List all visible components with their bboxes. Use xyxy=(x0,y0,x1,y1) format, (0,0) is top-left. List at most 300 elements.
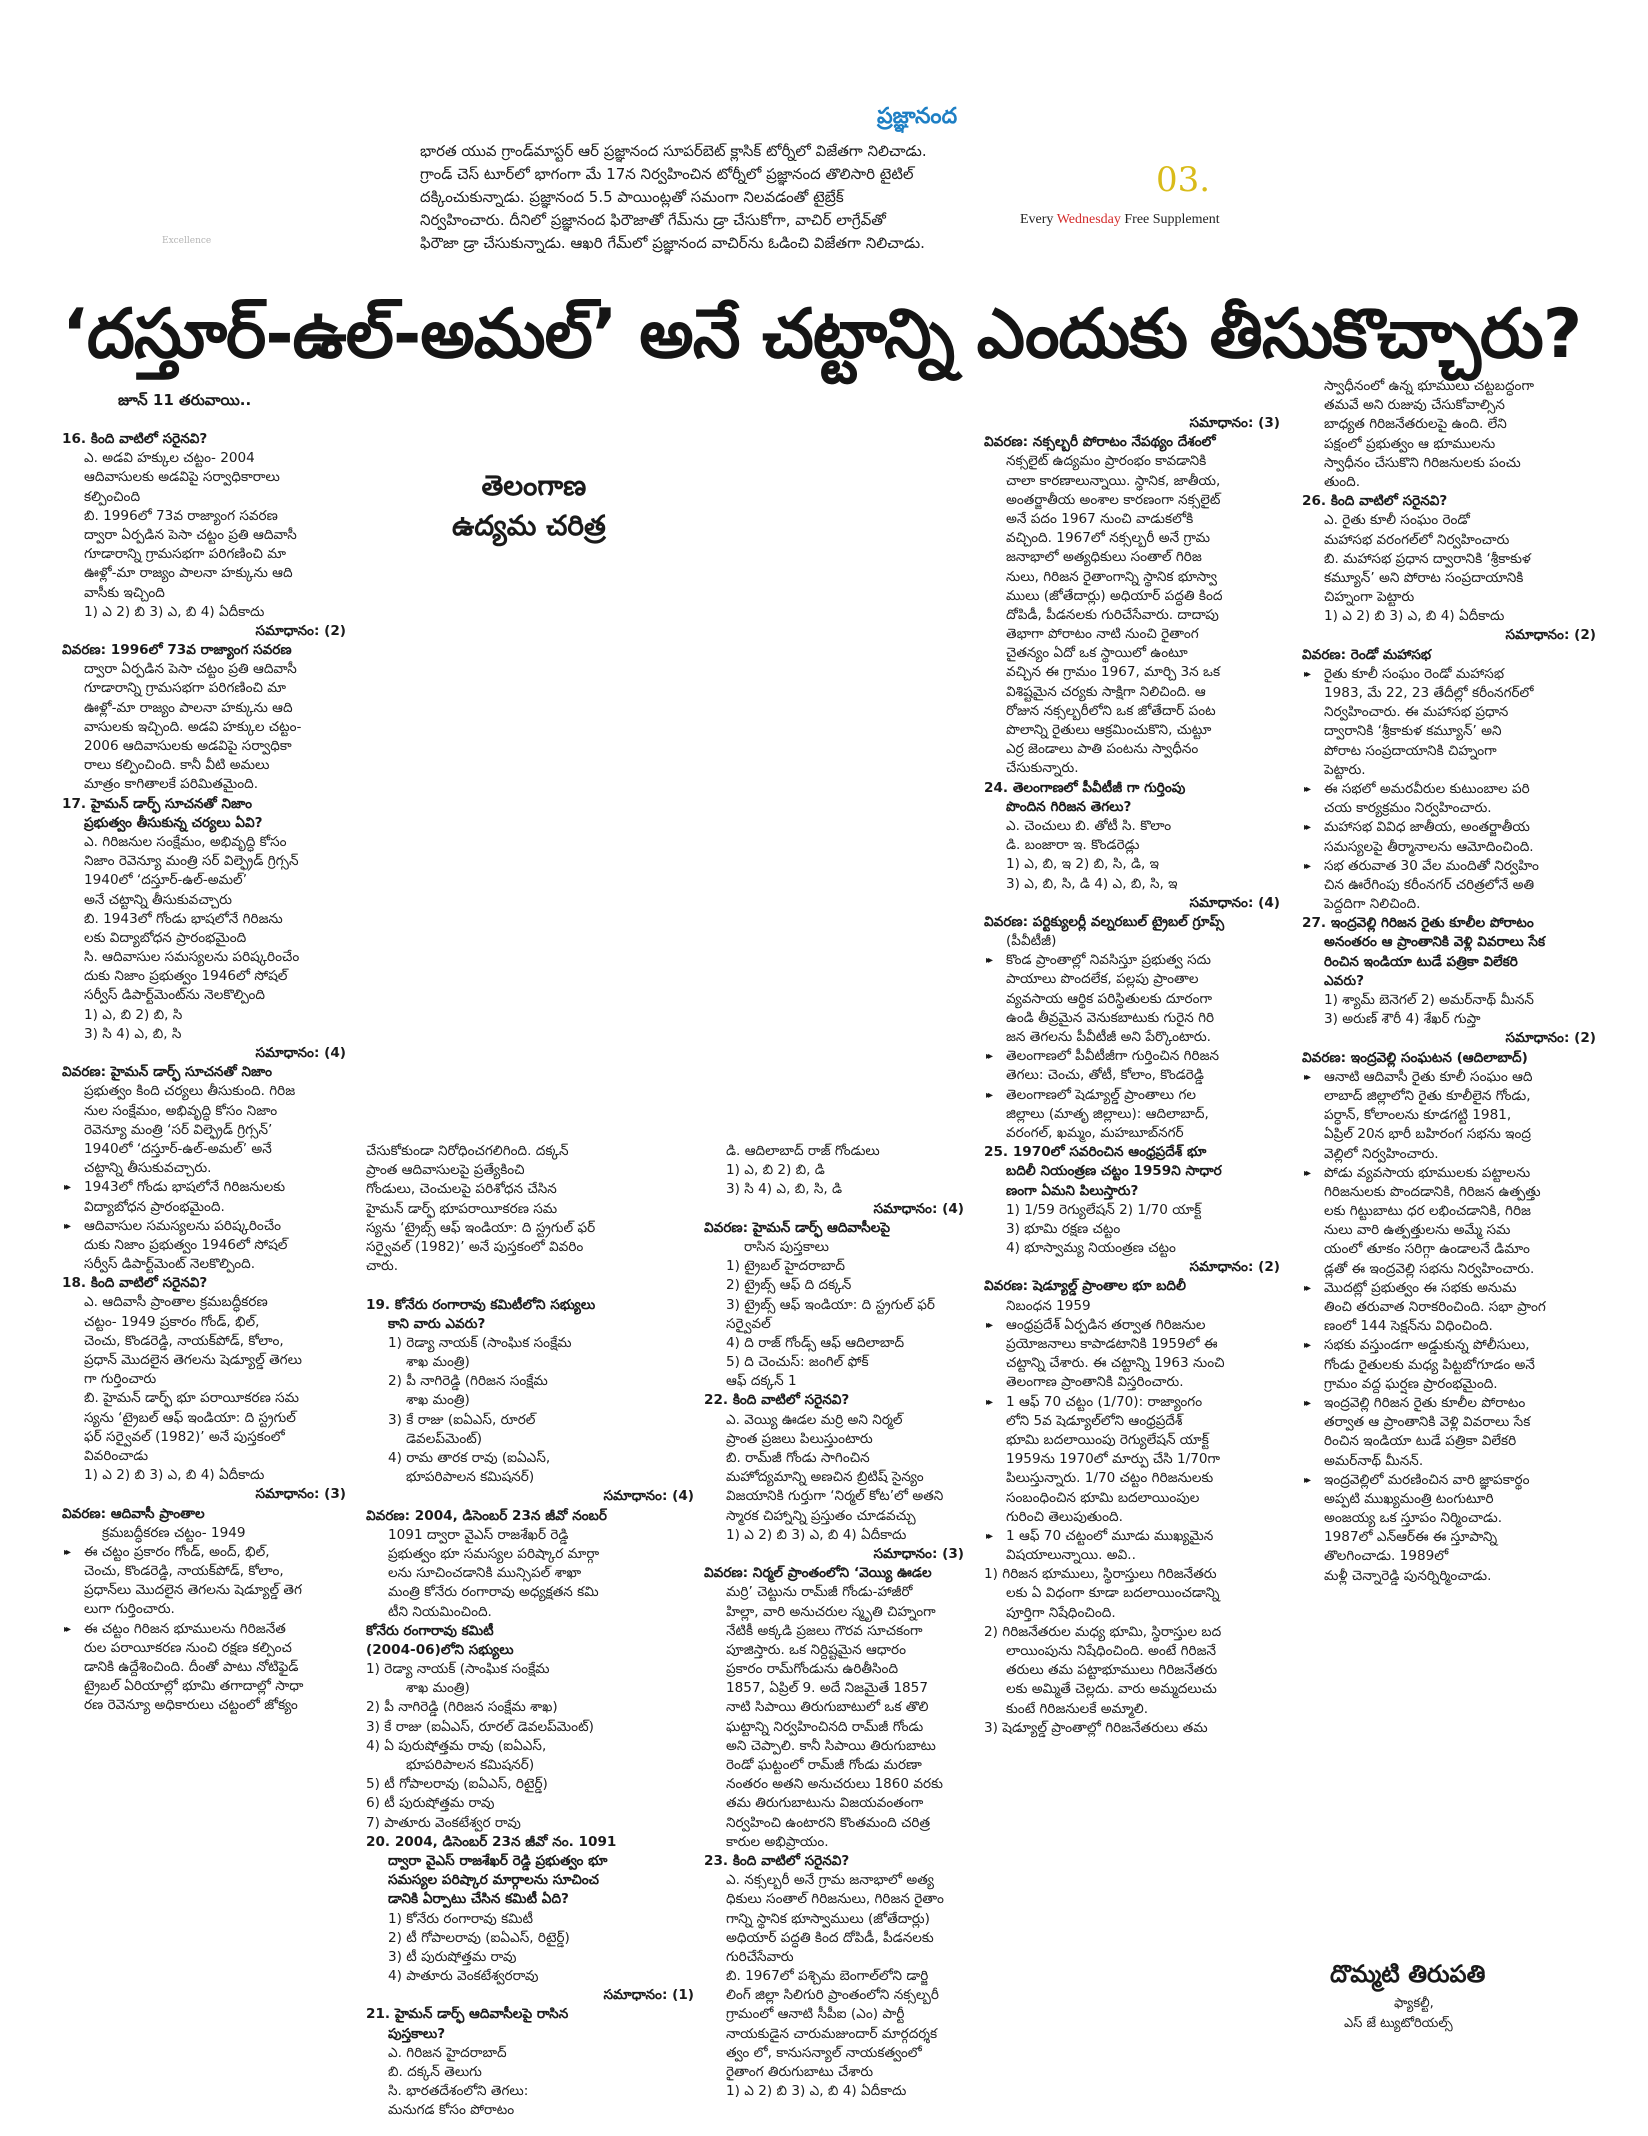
text-line: రైతాంగ తిరుగుబాటు చేశారు xyxy=(726,2064,874,2080)
text-line: రుల పరాయీకరణ నుంచి రక్షణ కల్పించ xyxy=(84,1639,292,1656)
text-line: సమాధానం: (4) xyxy=(603,1488,694,1505)
text-line: అంజయ్య ఒక స్తూపం నిర్మించాడు. xyxy=(1324,1510,1503,1527)
text-line: నక్సలైట్ ఉద్యమం ప్రారంభం కావడానికి xyxy=(1006,453,1207,470)
text-line: లకు విద్యాబోధన ప్రారంభమైంది xyxy=(84,929,247,946)
text-line: 1) ఎ 2) బి 3) ఎ, బి 4) ఏదీకాదు xyxy=(1324,608,1505,625)
text-line: గ్రామం వద్ద ఘర్షణ ప్రారంభమైంది. xyxy=(1324,1375,1498,1392)
text-line: సమాధానం: (3) xyxy=(873,1545,964,1562)
text-line: ధికులు సంతాల్ గిరిజనులు, గిరిజన రైతాం xyxy=(726,1891,944,1908)
text-line: ఎ. గిరిజన హైదరాబాద్ xyxy=(388,2044,507,2061)
text-line: అంతర్జాతీయ అంశాల కారణంగా నక్సలైట్ xyxy=(1006,491,1221,508)
text-line: బి. 1967లో పశ్చిమ బెంగాల్‌లోని డార్జి xyxy=(726,1968,929,1985)
text-line: తెభాగా పోరాటం నాటి నుంచి రైతాంగ xyxy=(1006,626,1199,643)
supplement-post: Free Supplement xyxy=(1120,212,1220,227)
text-line: ప్రధాన్‌లు మొదలైన తెగలను షెడ్యూల్డ్ తెగ xyxy=(84,1582,302,1599)
text-line: పెద్దదిగా నిలిచింది. xyxy=(1324,896,1421,913)
text-line: గురించి తెలుపుతుంది. xyxy=(1006,1508,1123,1525)
text-line: టీని నియమించింది. xyxy=(388,1603,492,1620)
text-line: ▸▸ ఆనాటి ఆదివాసీ రైతు కూలీ సంఘం ఆది xyxy=(1302,1068,1612,1087)
text-line: వివరణ: పర్టిక్యులర్లీ వల్నరబుల్ ట్రైబల్ గ్రూప్స్ xyxy=(984,913,1225,930)
text-line: జిల్లాలు (మాతృ జిల్లాలు): ఆదిలాబాద్, xyxy=(1006,1105,1209,1122)
text-line: త్వం లో, కానుసన్యాల్ నాయకత్వంలో xyxy=(726,2044,922,2061)
text-line: అనే పదం 1967 నుంచి వాడుకలోకి xyxy=(1006,510,1194,527)
text-line: చట్టాన్ని చేశారు. ఈ చట్టాన్ని 1963 నుంచి xyxy=(1006,1355,1225,1372)
text-line: పొందిన గిరిజన తెగలు? xyxy=(1006,798,1132,815)
text-line: కారుల అభిప్రాయం. xyxy=(726,1833,829,1850)
text-line: అధియార్ పద్ధతి కింద దోపిడీ, పీడనలకు xyxy=(726,1929,934,1946)
column-1 xyxy=(62,430,362,1716)
text-line: వాసీకు ఇచ్చింది xyxy=(84,584,165,601)
text-line: పూజిస్తారు. ఒక నిర్దిష్టమైన ఆధారం xyxy=(726,1641,906,1658)
text-line: బదిలీ నియంత్రణ చట్టం 1959ని సాధార xyxy=(1006,1163,1222,1180)
text-line: కల్పించింది xyxy=(84,488,141,505)
text-line: 3) టీ పురుషోత్తమ రావు xyxy=(388,1948,517,1965)
text-line: ▸▸ మహాసభ వివిధ జాతీయ, అంతర్జాతీయ xyxy=(1302,818,1612,837)
text-line: గురిచేసేవారు xyxy=(726,1948,794,1965)
text-line: 1) ఎ 2) బి 3) ఎ, బి 4) ఏదీకాదు xyxy=(726,1526,907,1543)
text-line: ▸▸ సభకు వస్తుండగా అడ్డుకున్న పోలీసులు, xyxy=(1302,1336,1612,1355)
text-line: వివరణ: 2004, డిసెంబర్ 23న జీవో నంబర్ xyxy=(366,1507,607,1524)
supplement-pre: Every xyxy=(1020,212,1057,227)
text-line: అనంతరం ఆ ప్రాంతానికి వెళ్లి వివరాలు సేక xyxy=(1324,934,1546,951)
text-line: చారు. xyxy=(366,1258,399,1275)
text-line: లింగ్ జిల్లా సిలిగురి ప్రాంతంలోని నక్సల్బరీ xyxy=(726,1987,939,2004)
text-line: మంత్రి కోనేరు రంగారావు అధ్యక్షతన కమి xyxy=(388,1584,599,1601)
text-line: 1959ను 1970లో మార్పు చేసి 1/70గా xyxy=(1006,1451,1221,1468)
text-line: ఉండి తీవ్రమైన వెనుకబాటుకు గురైన గిరి xyxy=(1006,1009,1215,1026)
text-line: భూపరిపాలన కమిషనర్) xyxy=(406,1469,535,1486)
text-line: తరులు తమ పట్టాభూములు గిరిజనేతరు xyxy=(1006,1662,1218,1679)
text-line: వెల్లిలో నిర్వహించారు. xyxy=(1324,1145,1439,1162)
text-line: సంబంధించిన భూమి బదలాయింపుల xyxy=(1006,1489,1200,1506)
news-title: ప్రజ్ఞానంద xyxy=(877,104,958,129)
text-line: ప్రాంత ప్రజలు పిలుస్తుంటారు xyxy=(726,1430,873,1447)
text-line: తమవే అని రుజువు చేసుకోవాల్సిన xyxy=(1324,397,1505,414)
topic-line-2: ఉద్యమ చరిత్ర xyxy=(452,509,606,542)
text-line: వివరణ: నక్సల్బరీ పోరాటం నేపథ్యం దేశంలో xyxy=(984,434,1216,451)
text-line: పెట్టారు. xyxy=(1324,761,1366,778)
text-line: వివరణ: ఆదివాసీ ప్రాంతాల xyxy=(62,1505,205,1522)
excellence-mark: Excellence xyxy=(162,236,212,246)
text-line: ఆఫ్ దక్కన్ 1 xyxy=(726,1373,797,1390)
text-line: ▸▸ 1943లో గోండు భాషలోనే గిరిజనులకు xyxy=(62,1178,362,1197)
text-line: 1) ఎ, బి 2) బి, సి xyxy=(84,1006,183,1023)
text-line: ▸▸ 1 ఆఫ్ 70 చట్టంలో మూడు ముఖ్యమైన xyxy=(984,1527,1296,1546)
text-line: 4) రామ తారక రావు (ఐఏఎస్, xyxy=(388,1450,551,1466)
text-line: 3) కే రాజు (ఐఏఎస్, రూరల్ xyxy=(388,1411,536,1428)
text-line: 4) పాతూరు వెంకటేశ్వరరావు xyxy=(388,1968,539,1985)
text-line: 1940లో ‘దస్తూర్-ఉల్-అమల్’ xyxy=(84,872,248,889)
text-line: చాలా కారణాలున్నాయి. స్థానిక, జాతీయ, xyxy=(1006,472,1221,489)
text-line: శాఖ మంత్రి) xyxy=(406,1392,470,1409)
text-line: 1) ఎ 2) బి 3) ఎ, బి 4) ఏదీకాదు xyxy=(84,603,265,620)
text-line: 2) పీ నాగిరెడ్డి (గిరిజన సంక్షేమ xyxy=(388,1373,548,1390)
text-line: పర్ధాన్, కోలాంలను కూడగట్టి 1981, xyxy=(1324,1107,1512,1124)
text-line: తొలగించాడు. 1989లో xyxy=(1324,1548,1449,1565)
news-line: ఫిరౌజా డ్రా చేసుకున్నాడు. ఆఖరి గేమ్‌లో ప్రజ్ఞానంద వాచిర్‌ను ఓడించి విజేతగా నిలిచాడు. xyxy=(420,234,925,252)
text-line: 24. తెలంగాణలో పీవీటీజీ గా గుర్తింపు xyxy=(984,779,1186,796)
text-line: 1) ఎ 2) బి 3) ఎ, బి 4) ఏదీకాదు xyxy=(726,2083,907,2100)
text-line: గ్రామంలో ఆనాటి సీపీఐ (ఎం) పార్టీ xyxy=(726,2006,905,2023)
text-line: లాబాద్ జిల్లాలోని రైతు కూలీలైన గోండు, xyxy=(1324,1087,1531,1104)
text-line: డెవలప్‌మెంట్) xyxy=(406,1430,483,1447)
text-line: జనాభాలో అత్యధికులు సంతాల్ గిరిజ xyxy=(1006,549,1202,566)
text-line: వివరణ: హైమన్ డార్ఫ్ ఆదివాసీలపై xyxy=(704,1219,891,1236)
text-line: హిల్లా, వారి అనుచరుల స్మృతి చిహ్నంగా xyxy=(726,1603,936,1620)
text-line: వివరణ: రెండో మహాసభ xyxy=(1302,646,1432,663)
text-line: ప్రయోజనాలు కాపాడటానికి 1959లో ఈ xyxy=(1006,1336,1218,1352)
text-line: 1983, మే 22, 23 తేదీల్లో కరీంనగర్‌లో xyxy=(1324,685,1534,701)
text-line: వచ్చిన ఈ గ్రామం 1967, మార్చి 3న ఒక xyxy=(1006,664,1221,681)
text-line: వ్యవసాయ ఆర్థిక పరిస్థితులకు దూరంగా xyxy=(1006,990,1213,1007)
page-number: 03. xyxy=(1156,160,1211,200)
text-line: లుగా గుర్తించారు. xyxy=(84,1601,175,1618)
text-line: ▸▸ సభ తరువాత 30 వేల మందితో నిర్వహిం xyxy=(1302,857,1612,876)
text-line: స్మారక చిహ్నాన్ని ప్రస్తుతం చూడవచ్చు xyxy=(726,1507,916,1524)
column-3 xyxy=(704,1142,980,2101)
text-line: 2) ట్రైబ్స్ ఆఫ్ ది దక్కన్ xyxy=(726,1277,852,1294)
text-line: పుస్తకాలు? xyxy=(388,2025,446,2042)
text-line: ▸▸ ఆదివాసుల సమస్యలను పరిష్కరించేం xyxy=(62,1217,362,1236)
news-line: దక్కించుకున్నాడు. ప్రజ్ఞానంద 5.5 పాయింట్లతో సమంగా నిలవడంతో టైబ్రేక్ xyxy=(420,188,844,206)
text-line: గోండులు, చెంచులపై పరిశోధన చేసిన xyxy=(366,1181,557,1198)
text-line: 18. కింది వాటిలో సరైనవి? xyxy=(62,1275,208,1292)
text-line: వరంగల్, ఖమ్మం, మహబూబ్‌నగర్ xyxy=(1006,1124,1184,1141)
text-line: రాసిన పుస్తకాలు xyxy=(744,1238,829,1255)
text-line: సమాధానం: (4) xyxy=(1189,894,1280,911)
text-line: గూడారాన్ని గ్రామసభగా పరిగణించి మా xyxy=(84,680,286,697)
text-line: చైతన్యం ఏదో ఒక స్థాయిలో ఉంటూ xyxy=(1006,645,1188,662)
text-line: సర్వీస్ డిపార్ట్‌మెంట్ నెలకొల్పింది. xyxy=(84,1256,256,1273)
text-line: భూపరిపాలన కమిషనర్) xyxy=(406,1757,535,1773)
text-line: చేసుకున్నారు. xyxy=(1006,760,1079,777)
text-line: లను సూచించడానికి మున్సిపల్ శాఖా xyxy=(388,1565,582,1582)
text-line: సమస్యలపై తీర్మానాలను ఆమోదించింది. xyxy=(1324,838,1534,855)
text-line: ▸▸ ఈ చట్టం ప్రకారం గోండ్, అంద్, భిల్, xyxy=(62,1543,362,1562)
text-line: బి. 1996లో 73వ రాజ్యాంగ సవరణ xyxy=(84,507,278,524)
text-line: 3) సి 4) ఎ, బి, సి xyxy=(84,1025,182,1042)
text-line: లోని 5వ షెడ్యూల్‌లోని ఆంధ్రప్రదేశ్ xyxy=(1006,1412,1183,1429)
text-line: ప్రధాన్ మొదలైన తెగలను షెడ్యూల్డ్ తెగలు xyxy=(84,1352,302,1368)
text-line: మహోద్యమాన్ని అణచిన బ్రిటిష్ సైన్యం xyxy=(726,1469,924,1486)
text-line: 22. కింది వాటిలో సరైనవి? xyxy=(704,1392,850,1409)
text-line: ఎర్ర జెండాలు పాతి పంటను స్వాధీనం xyxy=(1006,741,1199,758)
text-line: 3) ట్రైబ్స్ ఆఫ్ ఇండియా: ది స్ట్రగుల్ ఫర్ xyxy=(726,1296,935,1313)
text-line: గోండు రైతులకు మధ్య పిట్టబోగూడం అనే xyxy=(1324,1356,1535,1373)
text-line: స్యను ‘ట్రైబ్స్ ఆఫ్ ఇండియా: ది స్ట్రగుల్ ఫర్ xyxy=(366,1219,596,1236)
text-line: నిజాం రెవెన్యూ మంత్రి సర్ విల్ఫ్రెడ్ గ్రిగ్సన్ xyxy=(84,853,299,870)
text-line: 1857, ఏప్రిల్ 9. అదే నిజమైతే 1857 xyxy=(726,1680,928,1697)
text-line: వివరణ: షెడ్యూల్డ్ ప్రాంతాల భూ బదిలీ xyxy=(984,1278,1186,1295)
text-line: పక్షంలో ప్రభుత్వం ఆ భూములను xyxy=(1324,435,1496,452)
text-line: పాయాలు పొందలేక, పల్లపు ప్రాంతాల xyxy=(1006,971,1199,988)
text-line: మాత్రం కాగితాలకే పరిమితమైంది. xyxy=(84,776,259,793)
text-line: స్యను ‘ట్రైబల్ ఆఫ్ ఇండియా: ది స్ట్రగుల్ xyxy=(84,1409,296,1426)
column-2 xyxy=(366,1142,710,2121)
text-line: నాటి సిపాయి తిరుగుబాటులో ఒక తొలి xyxy=(726,1699,929,1716)
text-line: 26. కింది వాటిలో సరైనవి? xyxy=(1302,493,1448,510)
text-line: ఎ. రైతు కూలీ సంఘం రెండో xyxy=(1324,512,1470,529)
headline: ‘దస్తూర్-ఉల్-అమల్’ అనే చట్టాన్ని ఎందుకు తీసుకొచ్చారు? xyxy=(62,295,1582,374)
text-line: గిరిజనులకు పొందడానికి, గిరిజన ఉత్పత్తు xyxy=(1324,1183,1541,1200)
text-line: పూర్తిగా నిషేధించింది. xyxy=(1006,1604,1116,1621)
text-line: వివరణ: నిర్మల్ ప్రాంతంలోని ‘వెయ్యి ఊడల xyxy=(704,1565,932,1582)
text-line: సమాధానం: (4) xyxy=(255,1045,346,1061)
text-line: ప్రకారం రామ్‌గోండును ఉరితీసింది xyxy=(726,1661,899,1678)
text-line: దుకు నిజాం ప్రభుత్వం 1946లో సోషల్ xyxy=(84,1236,288,1253)
text-line: జన తెగలను పీవీటీజీ అని పేర్కొంటారు. xyxy=(1006,1029,1211,1045)
text-line: ఫర్ సర్వైవల్ (1982)’ అనే పుస్తకంలో xyxy=(84,1428,285,1445)
text-line: 7) పాతూరు వెంకటేశ్వర రావు xyxy=(366,1814,521,1831)
text-line: లకు అమ్మితే చెల్లదు. వారు అమ్మదలుచు xyxy=(1006,1681,1217,1698)
text-line: సర్వైవల్ (1982)’ అనే పుస్తకంలో వివరిం xyxy=(366,1238,584,1255)
text-line: క్రమబద్ధీకరణ చట్టం- 1949 xyxy=(102,1524,246,1541)
text-line: లకు ఏ విధంగా కూడా బదలాయించడాన్ని xyxy=(1006,1585,1220,1602)
text-line: మర్రి’ చెట్టును రామ్‌జీ గోండు-హాజీరో xyxy=(726,1584,913,1601)
column-4 xyxy=(984,414,1296,1738)
text-line: పిలుస్తున్నారు. 1/70 చట్టం గిరిజనులకు xyxy=(1006,1470,1214,1487)
text-line: రణ రెవెన్యూ అధికారులు చట్టంలో జోక్యం xyxy=(84,1697,298,1714)
text-line: 16. కింది వాటిలో సరైనవి? xyxy=(62,431,208,447)
text-line: యంలో తూకం సరిగ్గా ఉండాలనే డిమాం xyxy=(1324,1241,1530,1258)
text-line: ఊళ్లో-మా రాజ్యం పాలనా హక్కును ఆది xyxy=(84,565,293,582)
text-line: ద్వారా ఏర్పడిన పెసా చట్టం ప్రతి ఆదివాసీ xyxy=(84,526,297,543)
text-line: 19. కోనేరు రంగారావు కమిటీలోని సభ్యులు xyxy=(366,1296,596,1313)
text-line: చట్టం- 1949 ప్రకారం గోండ్, భిల్, xyxy=(84,1313,260,1330)
text-line: మహాసభ వరంగల్‌లో నిర్వహించారు xyxy=(1324,531,1510,548)
text-line: 1) ఎ, బి 2) బి, డి xyxy=(726,1162,825,1179)
text-line: పోరాట సంప్రదాయానికి చిహ్నంగా xyxy=(1324,742,1497,759)
text-line: వచ్చింది. 1967లో నక్సల్బరీ అనే గ్రామ xyxy=(1006,530,1210,547)
text-line: శాఖ మంత్రి) xyxy=(406,1680,470,1697)
text-line: 5) టీ గోపాలరావు (ఐఏఎస్, రిటైర్డ్) xyxy=(366,1776,548,1793)
text-line: రాలు కల్పించింది. కానీ వీటి అమలు xyxy=(84,757,270,774)
text-line: నాయకుడైన చారుమజుందార్ మార్గదర్శక xyxy=(726,2025,938,2042)
text-line: సమాధానం: (2) xyxy=(1189,1259,1280,1276)
text-line: 3) కే రాజు (ఐఏఎస్, రూరల్ డెవలప్‌మెంట్) xyxy=(366,1718,594,1735)
text-line: ఎవరు? xyxy=(1324,972,1364,989)
text-line: ▸▸ ఇంద్రవెల్లి గిరిజన రైతు కూలీల పోరాటం xyxy=(1302,1394,1612,1413)
text-line: ములు (జోతేదార్లు) అధియార్ పద్ధతి కింద xyxy=(1006,587,1223,604)
text-line: ఘట్టాన్ని నిర్వహించినది రామ్‌జీ గోండు xyxy=(726,1718,924,1735)
text-line: వివరించాడు xyxy=(84,1447,149,1464)
text-line: కాని వారు ఎవరు? xyxy=(388,1315,486,1332)
text-line: 20. 2004, డిసెంబర్ 23న జీవో నం. 1091 xyxy=(366,1833,617,1850)
text-line: 4) భూస్వామ్య నియంత్రణ చట్టం xyxy=(1006,1240,1176,1257)
text-line: 1) గిరిజన భూములు, స్థిరాస్తులు గిరిజనేతరు xyxy=(984,1566,1217,1583)
text-line: ఎ. అడవి హక్కుల చట్టం- 2004 xyxy=(84,450,255,467)
text-line: 3) అరుణ్ శౌరీ 4) శేఖర్ గుప్తా xyxy=(1324,1011,1481,1028)
text-line: 2) గిరిజనేతరుల మధ్య భూమి, స్థిరాస్తుల బద xyxy=(984,1623,1222,1640)
text-line: విజయానికి గుర్తుగా ‘నిర్మల్ కోట’లో అతని xyxy=(726,1488,944,1505)
text-line: గా గుర్తించారు xyxy=(84,1371,157,1388)
text-line: ఎ. నక్సల్బరీ అనే గ్రామ జనాభాలో అత్య xyxy=(726,1872,934,1889)
text-line: నిబంధన 1959 xyxy=(1006,1297,1091,1314)
text-line: సమాధానం: (2) xyxy=(1505,627,1596,644)
text-line: డానికి ఉద్దేశించింది. దీంతో పాటు నోటిఫైడ్ xyxy=(84,1659,299,1675)
text-line: 2) పీ నాగిరెడ్డి (గిరిజన సంక్షేమ శాఖ) xyxy=(366,1699,558,1716)
text-line: ప్రభుత్వం తీసుకున్న చర్యలు ఏవి? xyxy=(84,814,263,831)
text-line: 21. హైమన్ డార్ఫ్ ఆదివాసీలపై రాసిన xyxy=(366,2006,569,2023)
text-line: డ్లతో ఈ ఇంద్రవెల్లి సభను నిర్వహించారు. xyxy=(1324,1260,1535,1277)
text-line: ▸▸ కొండ ప్రాంతాల్లో నివసిస్తూ ప్రభుత్వ సదు xyxy=(984,951,1296,970)
author-org: ఎస్ జే ట్యుటోరియల్స్ xyxy=(1344,2016,1453,2031)
text-line: మనుగడ కోసం పోరాటం xyxy=(388,2102,515,2119)
text-line: వివరణ: హైమన్ డార్ఫ్ సూచనతో నిజాం xyxy=(62,1064,272,1081)
author-name: దొమ్మటి తిరుపతి xyxy=(1330,1960,1486,1988)
text-line: దుకు నిజాం ప్రభుత్వం 1946లో సోషల్ xyxy=(84,968,288,985)
text-line: ▸▸ తెలంగాణలో షెడ్యూల్డ్ ప్రాంతాలు గల xyxy=(984,1086,1296,1105)
text-line: నుల సంక్షేమం, అభివృద్ధి కోసం నిజాం xyxy=(84,1102,278,1119)
news-line: భారత యువ గ్రాండ్‌మాస్టర్ ఆర్ ప్రజ్ఞానంద సూపర్‌బెట్ క్లాసిక్ టోర్నీలో విజేతగా నిలిచాడు. xyxy=(420,142,927,160)
text-line: రోజున నక్సల్బరీలోని ఒక జోతేదార్ పంట xyxy=(1006,702,1216,719)
text-line: డి. బంజారా ఇ. కొండరెడ్లు xyxy=(1006,837,1140,854)
text-line: తెగలు: చెంచు, తోటీ, కోలాం, కొండరెడ్డి xyxy=(1006,1067,1204,1084)
text-line: తమ తిరుగుబాటును విజయవంతంగా xyxy=(726,1795,924,1812)
text-line: వివరణ: ఇంద్రవెల్లి సంఘటన (ఆదిలాబాద్) xyxy=(1302,1049,1528,1066)
text-line: రించిన ఇండియా టుడే పత్రికా విలేకరి xyxy=(1324,953,1518,970)
text-line: నిర్వహించి ఉంటారని కొంతమంది చరిత్ర xyxy=(726,1814,931,1831)
text-line: బి. రామ్‌జీ గోండు సాగించిన xyxy=(726,1450,870,1466)
text-line: ▸▸ ఈ చట్టం గిరిజన భూములను గిరిజనేత xyxy=(62,1620,362,1639)
text-line: 1940లో ‘దస్తూర్-ఉల్-అమల్’ అనే xyxy=(84,1140,272,1157)
text-line: ఎ. చెంచులు బి. తోటీ సి. కొలాం xyxy=(1006,817,1172,834)
text-line: చట్టాన్ని తీసుకువచ్చారు. xyxy=(84,1160,212,1177)
text-line: నంతరం అతని అనుచరులు 1860 వరకు xyxy=(726,1776,943,1793)
text-line: లాయింపును నిషేధించింది. అంటే గిరిజనే xyxy=(1006,1643,1217,1659)
text-line: వాసులకు ఇచ్చింది. అడవి హక్కుల చట్టం- xyxy=(84,718,302,735)
text-line: బి. దక్కన్ తెలుగు xyxy=(388,2064,482,2080)
text-line: సమాధానం: (3) xyxy=(1189,415,1280,431)
text-line: 2) టీ గోపాలరావు (ఐఏఎస్, రిటైర్డ్) xyxy=(388,1929,570,1946)
text-line: 1) రెడ్యా నాయక్ (సాంఘిక సంక్షేమ xyxy=(388,1334,572,1351)
text-line: తించి తరువాత నిరాకరించింది. సభా ప్రాంగ xyxy=(1324,1299,1546,1315)
text-line: 3) ఎ, బి, సి, డి 4) ఎ, బి, సి, ఇ xyxy=(1006,875,1178,892)
text-line: హైమన్ డార్ఫ్ భూపరాయీకరణ సమ xyxy=(366,1200,558,1217)
text-line: 6) టీ పురుషోత్తమ రావు xyxy=(366,1795,495,1812)
text-line: సమాధానం: (4) xyxy=(873,1200,964,1217)
text-line: ప్రభుత్వం కింది చర్యలు తీసుకుంది. గిరిజ xyxy=(84,1083,296,1100)
text-line: 23. కింది వాటిలో సరైనవి? xyxy=(704,1852,850,1869)
text-line: సమస్యల పరిష్కార మార్గాలను సూచించ xyxy=(388,1872,599,1889)
text-line: నేటికీ అక్కడి ప్రజలు గౌరవ సూచకంగా xyxy=(726,1622,923,1639)
text-line: డి. ఆదిలాబాద్ రాజ్ గోండులు xyxy=(726,1143,880,1159)
text-line: కోనేరు రంగారావు కమిటీ xyxy=(366,1622,494,1639)
text-line: రెవెన్యూ మంత్రి ‘సర్ విల్ఫ్రెడ్ గ్రిగ్సన్’ xyxy=(84,1121,273,1138)
news-line: గ్రాండ్ చెస్ టూర్‌లో భాగంగా మే 17న నిర్వహించిన టోర్నీలో ప్రజ్ఞానంద తొలిసారి టైటిల్ xyxy=(420,165,914,183)
text-line: చయ కార్యక్రమం నిర్వహించారు. xyxy=(1324,800,1492,817)
text-line: 1) శ్యామ్ బెనెగల్ 2) అమర్‌నాథ్ మీనన్ xyxy=(1324,992,1534,1008)
text-line: మళ్లీ చెన్నారెడ్డి పునర్నిర్మించాడు. xyxy=(1324,1567,1492,1584)
text-line: ▸▸ రైతు కూలీ సంఘం రెండో మహాసభ xyxy=(1302,665,1612,684)
text-line: ద్వారానికి ‘శ్రీకాకుళ కమ్యూన్’ అని xyxy=(1324,723,1502,740)
text-line: 3) సి 4) ఎ, బి, సి, డి xyxy=(726,1181,843,1198)
text-line: కుంటే గిరిజనులకే అమ్మాలి. xyxy=(1006,1700,1149,1717)
text-line: సమాధానం: (2) xyxy=(1505,1030,1596,1047)
text-line: శాఖ మంత్రి) xyxy=(406,1354,470,1371)
text-line: తర్వాత ఆ ప్రాంతానికి వెళ్లి వివరాలు సేక xyxy=(1324,1414,1531,1431)
text-line: విశిష్టమైన చర్యకు సాక్షిగా నిలిచింది. ఆ xyxy=(1006,683,1206,700)
text-line: 1) రెడ్యా నాయక్ (సాంఘిక సంక్షేమ xyxy=(366,1661,550,1678)
text-line: స్వాధీనంలో ఉన్న భూములు చట్టబద్ధంగా xyxy=(1324,378,1534,394)
text-line: ణంలో 144 సెక్షన్‌ను విధించింది. xyxy=(1324,1318,1493,1335)
text-line: (2004-06)లోని సభ్యులు xyxy=(366,1641,514,1658)
text-line: అమర్‌నాథ్ మీనన్. xyxy=(1324,1452,1424,1469)
text-line: చిన ఊరేగింపు కరీంనగర్ చరిత్రలోనే అతి xyxy=(1324,876,1535,893)
text-line: 4) ది రాజ్ గోండ్స్ ఆఫ్ ఆదిలాబాద్ xyxy=(726,1334,905,1351)
text-line: విషయాలున్నాయి. అవి.. xyxy=(1006,1547,1136,1564)
news-brief xyxy=(420,140,1016,255)
text-line: స్వాధీనం చేసుకొని గిరిజనులకు పంచు xyxy=(1324,454,1521,471)
text-line: 1) ఎ, బి, ఇ 2) బి, సి, డి, ఇ xyxy=(1006,856,1160,873)
text-line: చెంచు, కొండరెడ్డి, నాయక్‌పోడ్, కోలాం, xyxy=(84,1563,284,1580)
supplement-tagline xyxy=(1020,212,1220,228)
supplement-day: Wednesday xyxy=(1056,212,1121,227)
text-line: రించిన ఇండియా టుడే పత్రికా విలేకరి xyxy=(1324,1433,1517,1450)
text-line: ద్వారా ఏర్పడిన పెసా చట్టం ప్రతి ఆదివాసీ xyxy=(84,661,297,678)
text-line: చిహ్నంగా పెట్టారు xyxy=(1324,589,1415,606)
text-line: అనే చట్టాన్ని తీసుకువచ్చారు xyxy=(84,891,232,908)
text-line: ఎ. గిరిజనుల సంక్షేమం, అభివృద్ధి కోసం xyxy=(84,833,287,850)
text-line: 4) ఏ పురుషోత్తమ రావు (ఐఏఎస్, xyxy=(366,1737,547,1754)
text-line: 1) 1/59 రెగ్యులేషన్ 2) 1/70 యాక్ట్ xyxy=(1006,1201,1202,1218)
text-line: ఎ. ఆదివాసీ ప్రాంతాల క్రమబద్ధీకరణ xyxy=(84,1294,268,1311)
text-line: వివరణ: 1996లో 73వ రాజ్యాంగ సవరణ xyxy=(62,642,292,659)
text-line: లకు గిట్టుబాటు ధర లభించడానికి, గిరిజ xyxy=(1324,1203,1531,1220)
text-line: తుంది. xyxy=(1324,473,1361,490)
continuation-note: జూన్ 11 తరువాయి.. xyxy=(118,391,252,409)
text-line: 2006 ఆదివాసులకు అడవిపై సర్వాధికా xyxy=(84,738,292,754)
text-line: ▸▸ ఈ సభలో అమరవీరుల కుటుంబాల పరి xyxy=(1302,780,1612,799)
text-line: అని చెప్పాలి. కానీ సిపాయి తిరుగుబాటు xyxy=(726,1737,936,1754)
text-line: ప్రభుత్వం భూ సమస్యల పరిష్కార మార్గా xyxy=(388,1545,600,1562)
text-line: 25. 1970లో సవరించిన ఆంధ్రప్రదేశ్ భూ xyxy=(984,1144,1207,1161)
text-line: ▸▸ పోడు వ్యవసాయ భూములకు పట్టాలను xyxy=(1302,1164,1612,1183)
text-line: చెంచు, కొండరెడ్డి, నాయక్‌పోడ్, కోలాం, xyxy=(84,1332,284,1349)
text-line: 3) భూమి రక్షణ చట్టం xyxy=(1006,1220,1121,1237)
text-line: భూమి బదలాయింపు రెగ్యులేషన్ యాక్ట్ xyxy=(1006,1431,1209,1448)
text-line: సి. ఆదివాసుల సమస్యలను పరిష్కరించేం xyxy=(84,949,300,966)
text-line: 1091 ద్వారా వైఎస్ రాజశేఖర్ రెడ్డి xyxy=(388,1526,569,1543)
text-line: 1) కోనేరు రంగారావు కమిటీ xyxy=(388,1910,534,1927)
text-line: బి. 1943లో గోండు భాషలోనే గిరిజను xyxy=(84,910,283,927)
text-line: డానికి ఏర్పాటు చేసిన కమిటీ ఏది? xyxy=(388,1891,569,1908)
text-line: ▸▸ 1 ఆఫ్ 70 చట్టం (1/70): రాజ్యాంగం xyxy=(984,1393,1296,1412)
text-line: నిర్వహించారు. ఈ మహాసభ ప్రధాన xyxy=(1324,704,1509,721)
text-line: ▸▸ ఇంద్రవెల్లిలో మరణించిన వారి జ్ఞాపకార్థం xyxy=(1302,1471,1612,1490)
text-line: తెలంగాణ ప్రాంతానికి విస్తరించారు. xyxy=(1006,1374,1184,1391)
topic-line-1: తెలంగాణ xyxy=(481,469,587,502)
text-line: 1987లో ఎన్‌ఆర్‌ఈ ఈ స్తూపాన్ని xyxy=(1324,1529,1498,1546)
text-line: ఆదివాసులకు అడవిపై సర్వాధికారాలు xyxy=(84,469,280,486)
text-line: గాన్ని స్థానిక భూస్వాములు (జోతేదార్లు) xyxy=(726,1910,930,1927)
text-line: సమాధానం: (2) xyxy=(255,622,346,639)
text-line: 27. ఇంద్రవెల్లి గిరిజన రైతు కూలీల పోరాటం xyxy=(1302,915,1534,932)
text-line: బి. మహాసభ ప్రధాన ద్వారానికి ‘శ్రీకాకుళ xyxy=(1324,550,1531,567)
text-line: 1) ఎ 2) బి 3) ఎ, బి 4) ఏదీకాదు xyxy=(84,1467,265,1484)
text-line: సమాధానం: (3) xyxy=(255,1486,346,1503)
text-line: సర్వైవల్ xyxy=(726,1315,771,1332)
text-line: సి. భారతదేశంలోని తెగలు: xyxy=(388,2083,529,2100)
text-line: సమాధానం: (1) xyxy=(603,1987,694,2004)
text-line: 17. హైమన్ డార్ఫ్ సూచనతో నిజాం xyxy=(62,795,252,812)
column-5 xyxy=(1302,377,1612,1586)
text-line: బాధ్యత గిరిజనేతరులపై ఉంది. లేని xyxy=(1324,416,1507,433)
text-line: నులు వారి ఉత్పత్తులను అమ్మే సమ xyxy=(1324,1222,1511,1239)
text-line: చేసుకోకుండా నిరోధించగలిగింది. దక్కన్ xyxy=(366,1143,569,1159)
text-line: ట్రైబల్ ఏరియాల్లో భూమి తగాదాల్లో సాధా xyxy=(84,1678,304,1695)
text-line: అప్పటి ముఖ్యమంత్రి టంగుటూరి xyxy=(1324,1490,1494,1507)
